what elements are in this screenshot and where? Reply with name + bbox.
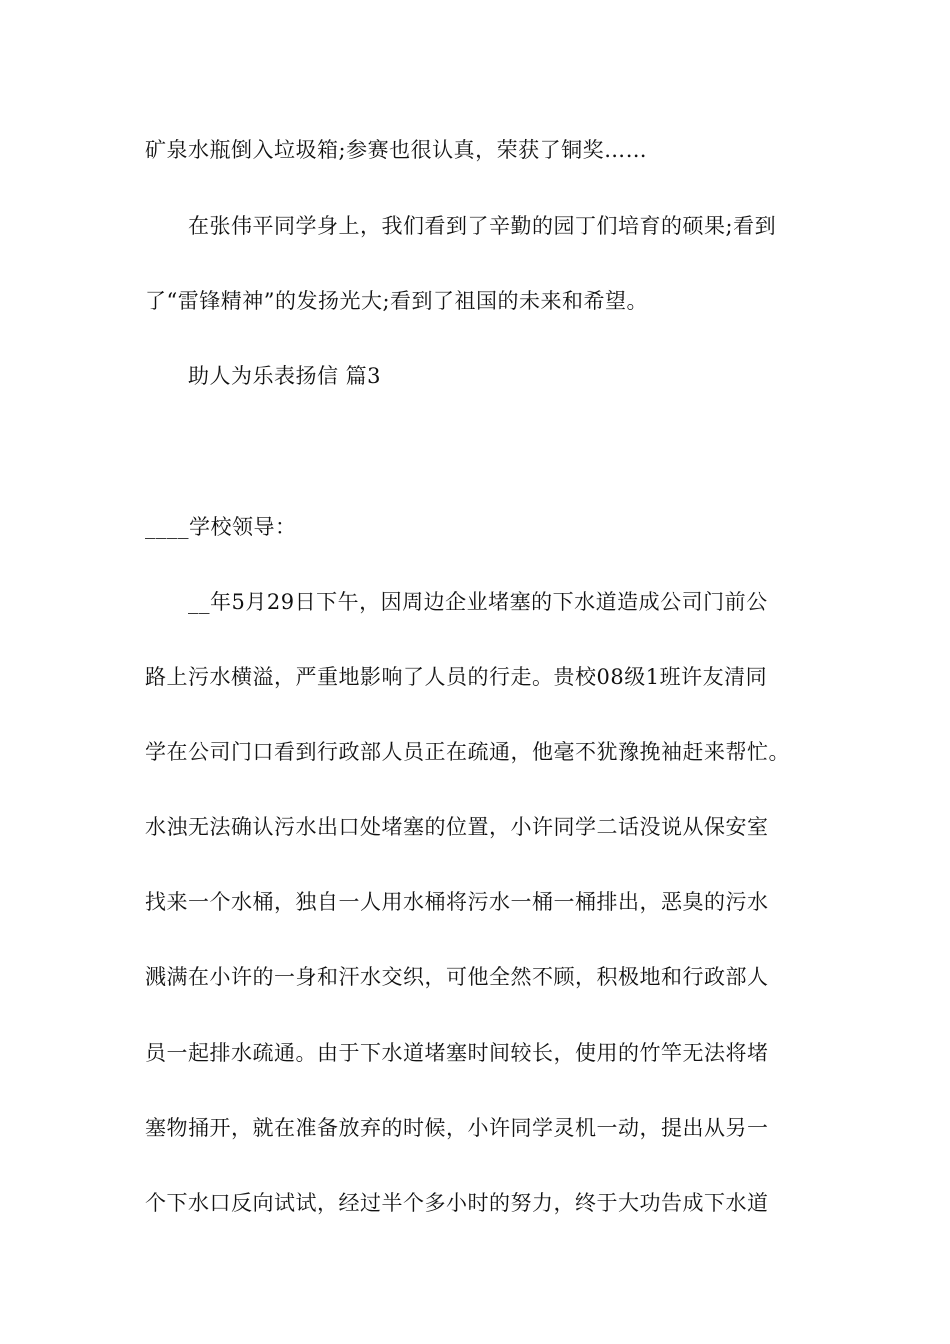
- paragraph-line: 塞物捅开，就在准备放弃的时候，小许同学灵机一动，提出从另一: [145, 1116, 769, 1140]
- paragraph-line: 水浊无法确认污水出口处堵塞的位置，小许同学二话没说从保安室: [145, 815, 769, 839]
- paragraph-line: 找来一个水桶，独自一人用水桶将污水一桶一桶排出，恶臭的污水: [145, 890, 769, 914]
- paragraph-line: 在张伟平同学身上，我们看到了辛勤的园丁们培育的硕果;看到: [188, 214, 777, 238]
- section-heading: 助人为乐表扬信 篇3: [188, 364, 382, 388]
- paragraph-line: 矿泉水瓶倒入垃圾箱;参赛也很认真，荣获了铜奖……: [145, 138, 648, 162]
- paragraph-line: 员一起排水疏通。由于下水道堵塞时间较长，使用的竹竿无法将堵: [145, 1041, 769, 1065]
- paragraph-line: 了“雷锋精神”的发扬光大;看到了祖国的未来和希望。: [145, 289, 649, 313]
- letter-salutation: ____学校领导：: [145, 515, 297, 539]
- paragraph-line: 路上污水横溢，严重地影响了人员的行走。贵校08级1班许友清同: [145, 665, 768, 689]
- paragraph-line: 学在公司门口看到行政部人员正在疏通，他毫不犹豫挽袖赶来帮忙。: [145, 740, 790, 764]
- paragraph-line: 个下水口反向试试，经过半个多小时的努力，终于大功告成下水道: [145, 1191, 769, 1215]
- paragraph-line: 溅满在小许的一身和汗水交织，可他全然不顾，积极地和行政部人: [145, 965, 769, 989]
- paragraph-line: __年5月29日下午，因周边企业堵塞的下水道造成公司门前公: [188, 590, 768, 614]
